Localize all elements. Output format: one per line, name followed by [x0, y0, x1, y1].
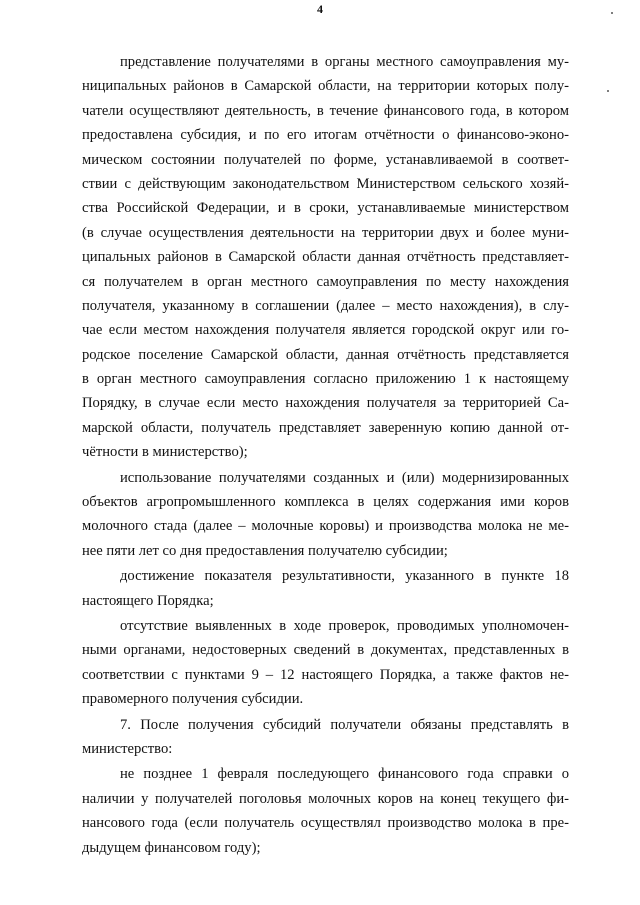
text-line: нее пяти лет со дня предоставления получателю субсидии; — [82, 542, 448, 559]
text-line: ствии с действующим законодательством Министерством сельского хозяй- — [82, 175, 569, 192]
paragraph — [82, 713, 569, 762]
text-line: молочного стада (далее – молочные коровы) и производства молока не ме- — [82, 518, 569, 535]
text-line: получателя, указанному в соглашении (далее – место нахождения), в слу- — [82, 297, 569, 314]
text-line: родское поселение Самарской области, данная отчётность представляется — [82, 346, 569, 363]
text-line: нансового года (если получатель осуществлял производство молока в пре- — [82, 815, 569, 832]
text-line: дыдущем финансовом году); — [82, 839, 261, 856]
page-number: 4 — [317, 2, 323, 16]
text-line: представление получателями в органы местного самоуправления му- — [120, 54, 569, 70]
text-line: отсутствие выявленных в ходе проверок, проводимых уполномочен- — [120, 617, 569, 634]
text-line: министерство: — [82, 740, 173, 757]
text-line: ными органами, недостоверных сведений в документах, представленных в — [82, 642, 569, 659]
text-line: мическом состоянии получателей по форме, устанавливаемой в соответ- — [82, 151, 569, 168]
text-line: ципальных районов в Самарской области данная отчётность представляет- — [82, 249, 569, 266]
text-line: ства Российской Федерации, и в сроки, устанавливаемые министерством — [82, 200, 569, 217]
scan-speck — [607, 90, 609, 92]
text-line: ся получателем в орган местного самоуправления по месту нахождения — [82, 273, 569, 290]
text-line: объектов агропромышленного комплекса в целях содержания ими коров — [82, 494, 569, 511]
paragraph — [82, 564, 569, 613]
text-line: чётности в министерство); — [82, 444, 248, 461]
scan-speck — [611, 12, 613, 14]
document-body — [82, 50, 569, 860]
text-line: правомерного получения субсидии. — [82, 691, 304, 708]
text-line: 7. После получения субсидий получатели обязаны представлять в — [120, 716, 569, 733]
text-line: соответствии с пунктами 9 – 12 настоящего Порядка, а также фактов не- — [82, 666, 569, 683]
text-line: (в случае осуществления деятельности на территории двух и более муни- — [82, 224, 569, 241]
text-line: не позднее 1 февраля последующего финансового года справки о — [120, 766, 569, 783]
text-line: чатели осуществляют деятельность, в течение финансового года, в котором — [82, 102, 569, 119]
paragraph — [82, 762, 569, 860]
text-line: марской области, получатель представляет заверенную копию данной от- — [82, 419, 569, 436]
text-line: Порядку, в случае если место нахождения получателя за территорией Са- — [82, 395, 569, 412]
text-line: использование получателями созданных и (или) модернизированных — [120, 469, 569, 486]
paragraph — [82, 466, 569, 564]
text-line: предоставлена субсидия, и по его итогам отчётности о финансово-эконо- — [82, 127, 569, 144]
text-line: чае если местом нахождения получателя является городской округ или го- — [82, 322, 569, 339]
paragraph — [82, 50, 569, 465]
paragraph — [82, 614, 569, 712]
text-line: наличии у получателей поголовья молочных коров на конец текущего фи- — [82, 790, 569, 807]
text-line: в орган местного самоуправления согласно приложению 1 к настоящему — [82, 371, 569, 388]
text-line: ниципальных районов в Самарской области, на территории которых полу- — [82, 78, 569, 95]
text-line: настоящего Порядка; — [82, 592, 214, 609]
text-line: достижение показателя результативности, указанного в пункте 18 — [120, 568, 569, 585]
